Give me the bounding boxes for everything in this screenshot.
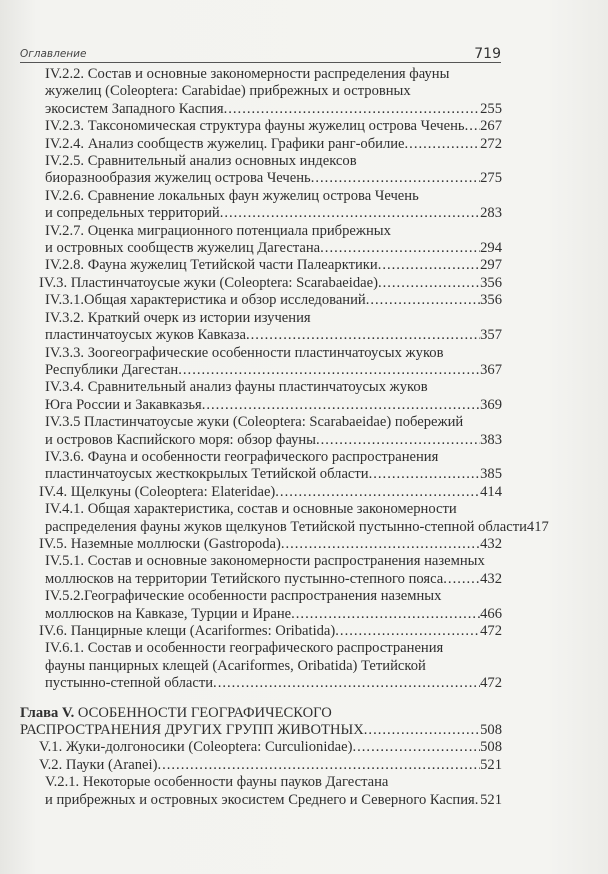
entry-last-line (45, 792, 502, 809)
entry-page-number: 294 (480, 240, 502, 257)
entry-last-line (39, 757, 502, 774)
dot-leader (364, 722, 480, 739)
toc-entry (20, 223, 502, 258)
entry-text: жужелиц (Coleoptera: Carabidae) прибрежных и островных (45, 83, 411, 100)
dot-leader (320, 240, 480, 257)
entry-text: IV.3.1.Общая характеристика и обзор исследований (45, 292, 366, 309)
entry-last-line (45, 292, 502, 309)
dot-leader (157, 757, 480, 774)
entry-text: IV.5. Наземные моллюски (Gastropoda) (39, 535, 281, 552)
toc-entry (20, 188, 502, 223)
chapter-title: РАСПРОСТРАНЕНИЯ ДРУГИХ ГРУПП ЖИВОТНЫХ (20, 722, 364, 739)
toc-entry (20, 588, 502, 623)
entry-text: IV.5.1. Состав и основные закономерности распространения наземных (45, 553, 485, 570)
entry-last-line (45, 257, 502, 274)
entry-page-number: 508 (480, 739, 502, 756)
entry-text: IV.3.6. Фауна и особенности географического распространения (45, 448, 439, 465)
entry-text: IV.2.5. Сравнительный анализ основных индексов (45, 153, 357, 170)
entry-page-number: 297 (480, 257, 502, 274)
entry-last-line (45, 101, 502, 118)
dot-leader (352, 739, 480, 756)
entry-last-line (45, 466, 502, 483)
entry-text: и прибрежных и островных экосистем Среднего и Северного Каспия (45, 791, 475, 808)
entry-text: и сопредельных территорий (45, 205, 220, 222)
entry-page-number: 267 (480, 118, 502, 135)
dot-leader (178, 362, 480, 379)
dot-leader (311, 170, 480, 187)
dot-leader (224, 101, 481, 118)
entry-text: IV.3.4. Сравнительный анализ фауны пластинчатоусых жуков (45, 379, 428, 396)
entry-text: Юга России и Закавказья (45, 396, 202, 413)
page-number: 719 (474, 46, 501, 62)
entry-text: IV.6. Панцирные клещи (Acariformes: Oribatida) (39, 623, 336, 639)
entry-text: пустынно-степной области (45, 675, 214, 692)
entry-text: IV.4. Щелкуны (Coleoptera: Elateridae) (39, 483, 276, 500)
entry-text: распределения фауны жуков щелкунов Тетийской пустынно-степной области (45, 518, 527, 535)
dot-leader (378, 257, 480, 274)
entry-text: IV.3. Пластинчатоусые жуки (Coleoptera: Scarabaeidae) (39, 274, 378, 291)
entry-text: экосистем Западного Каспия (45, 100, 224, 117)
entry-text: IV.2.6. Сравнение локальных фаун жужелиц острова Чечень (45, 187, 419, 204)
toc-entry (20, 484, 502, 501)
entry-last-line (45, 362, 502, 379)
entry-text: V.2. Пауки (Aranei) (39, 756, 158, 773)
entry-text: IV.4.1. Общая характеристика, состав и основные закономерности (45, 501, 457, 518)
entry-page-number: 275 (480, 170, 502, 187)
toc-entry (20, 501, 549, 536)
entry-text: Республики Дагестан (45, 361, 179, 378)
entry-text: IV.3.3. Зоогеографические особенности пластинчатоусых жуков (45, 344, 444, 361)
chapter-page-number: 508 (480, 722, 502, 739)
running-header (20, 44, 501, 63)
toc-entry (20, 136, 502, 153)
entry-page-number: 385 (480, 466, 502, 483)
entry-text: IV.2.2. Состав и основные закономерности распределения фауны (45, 66, 450, 82)
entry-page-number: 417 (526, 518, 549, 535)
dot-leader (291, 606, 480, 623)
entry-text: и островов Каспийского моря: обзор фауны (45, 431, 316, 448)
chapter-label: Глава V. (20, 704, 75, 721)
toc-entry (20, 774, 502, 809)
toc-entry (20, 153, 502, 188)
dot-leader (366, 292, 480, 309)
entry-text: и островных сообществ жужелиц Дагестана (45, 240, 321, 257)
entry-page-number: 367 (480, 361, 502, 378)
toc-entry (20, 345, 502, 380)
entry-last-line (39, 739, 502, 756)
entry-page-number: 472 (480, 675, 502, 692)
entry-text: IV.2.3. Таксономическая структура фауны жужелиц острова Чечень (45, 118, 465, 135)
entry-text: IV.3.2. Краткий очерк из истории изучения (45, 309, 311, 326)
entry-text: IV.2.7. Оценка миграционного потенциала прибрежных (45, 222, 391, 239)
entry-last-line (45, 118, 502, 135)
dot-leader (246, 327, 480, 344)
toc-entry (20, 379, 502, 414)
dot-leader (281, 536, 480, 553)
toc-entry (20, 536, 502, 553)
entry-page-number: 272 (480, 135, 502, 152)
entry-text: IV.3.5 Пластинчатоусые жуки (Coleoptera: Scarabaeidae) побережий (45, 414, 464, 431)
toc-entry (20, 553, 502, 588)
entry-page-number: 283 (480, 205, 502, 222)
toc-entry (20, 414, 502, 449)
entry-page-number: 466 (480, 605, 502, 622)
entry-text: IV.2.4. Анализ сообществ жужелиц. Графики ранг-обилие (45, 135, 405, 152)
entry-text: фауны панцирных клещей (Acariformes, Oribatida) Тетийской (45, 657, 426, 674)
chapter-last-line (20, 722, 502, 739)
entry-last-line (39, 484, 502, 501)
entry-page-number: 255 (480, 100, 502, 117)
dot-leader (443, 571, 480, 588)
entry-last-line (45, 205, 502, 222)
dot-leader (378, 275, 480, 292)
entry-last-line (45, 327, 502, 344)
toc-entry (20, 757, 502, 774)
chapter-title: ОСОБЕННОСТИ ГЕОГРАФИЧЕСКОГО (74, 704, 332, 721)
entry-page-number: 357 (480, 327, 502, 344)
running-title: Оглавление (20, 48, 87, 60)
entry-text: пластинчатоусых жуков Кавказа (45, 327, 246, 344)
toc-entry (20, 257, 502, 274)
entry-last-line (45, 675, 502, 692)
entry-text: IV.2.8. Фауна жужелиц Тетийской части Палеарктики (45, 257, 378, 274)
entry-page-number: 472 (480, 623, 502, 639)
dot-leader (405, 136, 481, 153)
entry-text: IV.5.2.Географические особенности распространения наземных (45, 588, 442, 605)
toc-entry (20, 292, 502, 309)
entry-text: биоразнообразия жужелиц острова Чечень (45, 170, 311, 187)
entry-page-number: 356 (480, 292, 502, 309)
entry-text: пластинчатоусых жесткокрылых Тетийской области (45, 466, 369, 483)
dot-leader (202, 397, 480, 414)
toc-entry (20, 739, 502, 756)
entry-text: моллюсков на Кавказе, Турции и Иране (45, 605, 292, 622)
entry-page-number: 521 (480, 756, 502, 773)
dot-leader (213, 675, 480, 692)
entry-text: моллюсков на территории Тетийского пустынно-степного пояса (45, 570, 444, 587)
dot-leader (335, 623, 480, 640)
dot-leader (465, 118, 481, 135)
entry-text: IV.6.1. Состав и особенности географического распространения (45, 640, 444, 657)
chapter-entry (20, 705, 502, 740)
dot-leader (220, 205, 480, 222)
entry-last-line (45, 606, 502, 623)
entry-page-number: 356 (480, 274, 502, 291)
toc-entry (20, 640, 502, 692)
toc-entry (20, 449, 502, 484)
entry-text: V.1. Жуки-долгоносики (Coleoptera: Curculionidae) (39, 739, 353, 756)
toc-entry (20, 310, 502, 345)
entry-last-line (45, 170, 502, 187)
toc-entry (20, 275, 502, 292)
toc-entry (20, 66, 502, 118)
entry-last-line (39, 275, 502, 292)
entry-last-line (45, 136, 502, 153)
entry-page-number: 369 (480, 396, 502, 413)
toc-entry (20, 118, 502, 135)
entry-last-line (45, 397, 502, 414)
chapter-first-line (20, 705, 502, 722)
entry-last-line (45, 571, 502, 588)
entry-last-line (45, 518, 549, 536)
entry-last-line (39, 623, 502, 640)
entry-page-number: 432 (480, 535, 502, 552)
dot-leader (275, 484, 480, 501)
entry-page-number: 521 (480, 791, 502, 808)
table-of-contents (20, 66, 549, 809)
entry-last-line (45, 240, 502, 257)
dot-leader (369, 466, 481, 483)
entry-page-number: 383 (480, 431, 502, 448)
entry-last-line (45, 432, 502, 449)
entry-page-number: 432 (480, 570, 502, 587)
entry-text: V.2.1. Некоторые особенности фауны пауков Дагестана (45, 774, 389, 791)
entry-last-line (39, 536, 502, 553)
toc-entry (20, 623, 502, 640)
entry-page-number: 414 (480, 483, 502, 500)
dot-leader (316, 432, 480, 449)
